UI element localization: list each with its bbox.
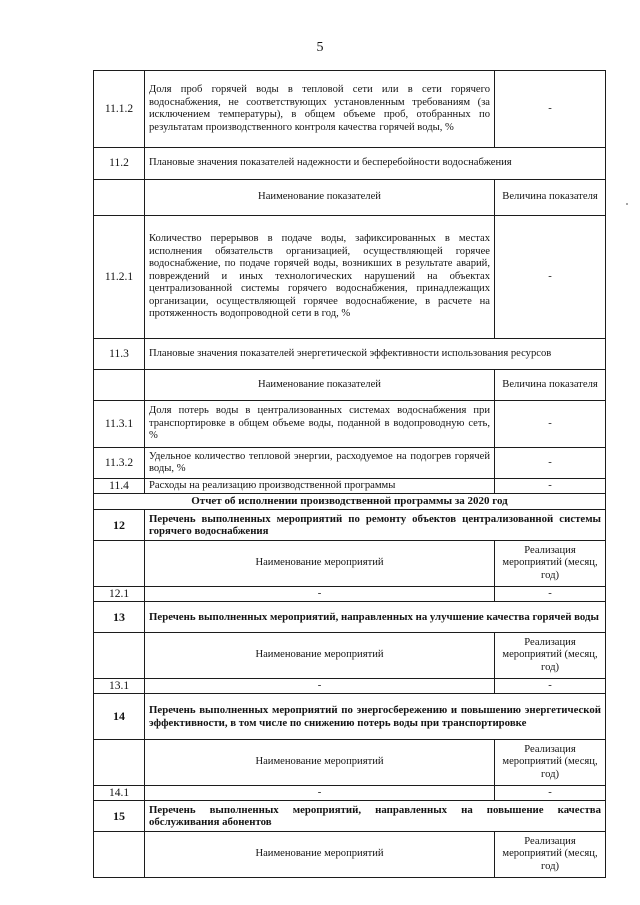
measure-name: - [145, 786, 495, 801]
empty-cell [94, 180, 145, 216]
section-row-12 [94, 510, 606, 541]
indicator-name: Доля проб горячей воды в тепловой сети или в сети горячего водоснабжения, не соответствующих установленным требованиям (за исключением температуры), в общем объеме проб, отобранных по результатам производственного контроля качества горячей воды, % [145, 71, 495, 148]
table-row-12-1 [94, 587, 606, 602]
column-header-value: Величина показателя [495, 180, 606, 216]
measure-date: - [495, 587, 606, 602]
table-header-row [94, 541, 606, 587]
indicator-value: - [495, 216, 606, 339]
scan-speck [626, 203, 628, 205]
table-header-row [94, 180, 606, 216]
column-header-value: Реализация мероприятий (месяц, год) [495, 633, 606, 679]
empty-cell [94, 541, 145, 587]
indicator-value: - [495, 479, 606, 494]
row-number: 11.3 [94, 339, 145, 370]
column-header-name: Наименование показателей [145, 180, 495, 216]
row-number: 11.2 [94, 148, 145, 180]
section-title: Перечень выполненных мероприятий, направленных на повышение качества обслуживания абонентов [145, 801, 606, 832]
column-header-name: Наименование мероприятий [145, 541, 495, 587]
row-number: 11.3.2 [94, 448, 145, 479]
measure-date: - [495, 679, 606, 694]
empty-cell [94, 740, 145, 786]
column-header-value: Реализация мероприятий (месяц, год) [495, 832, 606, 878]
section-number: 14 [94, 694, 145, 740]
section-title: Перечень выполненных мероприятий по ремонту объектов централизованной системы горячего водоснабжения [145, 510, 606, 541]
section-title: Перечень выполненных мероприятий по энергосбережению и повышению энергетической эффективности, в том числе по снижению потерь воды при транспортировке [145, 694, 606, 740]
measure-name: - [145, 679, 495, 694]
section-row-14 [94, 694, 606, 740]
row-number: 11.3.1 [94, 401, 145, 448]
table-row-11-2 [94, 148, 606, 180]
empty-cell [94, 832, 145, 878]
row-number: 12.1 [94, 587, 145, 602]
section-number: 12 [94, 510, 145, 541]
table-row-14-1 [94, 786, 606, 801]
row-number: 14.1 [94, 786, 145, 801]
row-number: 13.1 [94, 679, 145, 694]
table-row-11-4 [94, 479, 606, 494]
table-header-row [94, 832, 606, 878]
section-heading: Плановые значения показателей энергетической эффективности использования ресурсов [145, 339, 606, 370]
indicator-name: Расходы на реализацию производственной программы [145, 479, 495, 494]
table-header-row [94, 633, 606, 679]
indicator-name: Доля потерь воды в централизованных системах водоснабжения при транспортировке в общем объеме воды, поданной в водопроводную сеть, % [145, 401, 495, 448]
column-header-value: Реализация мероприятий (месяц, год) [495, 740, 606, 786]
empty-cell [94, 370, 145, 401]
column-header-name: Наименование показателей [145, 370, 495, 401]
section-number: 13 [94, 602, 145, 633]
section-number: 15 [94, 801, 145, 832]
indicator-name: Количество перерывов в подаче воды, зафиксированных в местах исполнения обязательств организацией, осуществляющей горячее водоснабжение, по подаче горячей воды, возникших в результате аварий, повреждений и иных технологических нарушений на объектах централизованной системы горячего водоснабжения, принадлежащих организации, осуществляющей горячее водоснабжение, в расчете на протяженность водопроводной сети в год, % [145, 216, 495, 339]
section-row-13 [94, 602, 606, 633]
table-row-11-2-1 [94, 216, 606, 339]
row-number: 11.4 [94, 479, 145, 494]
section-row-15 [94, 801, 606, 832]
measure-date: - [495, 786, 606, 801]
section-title: Перечень выполненных мероприятий, направленных на улучшение качества горячей воды [145, 602, 606, 633]
row-number: 11.1.2 [94, 71, 145, 148]
measure-name: - [145, 587, 495, 602]
report-heading: Отчет об исполнении производственной программы за 2020 год [94, 494, 606, 510]
table-row-11-3 [94, 339, 606, 370]
indicator-value: - [495, 401, 606, 448]
table-header-row [94, 740, 606, 786]
table-row-11-1-2 [94, 71, 606, 148]
section-heading: Плановые значения показателей надежности и бесперебойности водоснабжения [145, 148, 606, 180]
page-number: 5 [316, 40, 324, 55]
empty-cell [94, 633, 145, 679]
column-header-value: Реализация мероприятий (месяц, год) [495, 541, 606, 587]
table-row-13-1 [94, 679, 606, 694]
table-row-11-3-2 [94, 448, 606, 479]
report-heading-row [94, 494, 606, 510]
program-table [93, 70, 606, 878]
column-header-name: Наименование мероприятий [145, 832, 495, 878]
column-header-value: Величина показателя [495, 370, 606, 401]
row-number: 11.2.1 [94, 216, 145, 339]
column-header-name: Наименование мероприятий [145, 740, 495, 786]
column-header-name: Наименование мероприятий [145, 633, 495, 679]
table-row-11-3-1 [94, 401, 606, 448]
indicator-value: - [495, 71, 606, 148]
table-header-row [94, 370, 606, 401]
indicator-name: Удельное количество тепловой энергии, расходуемое на подогрев горячей воды, % [145, 448, 495, 479]
indicator-value: - [495, 448, 606, 479]
